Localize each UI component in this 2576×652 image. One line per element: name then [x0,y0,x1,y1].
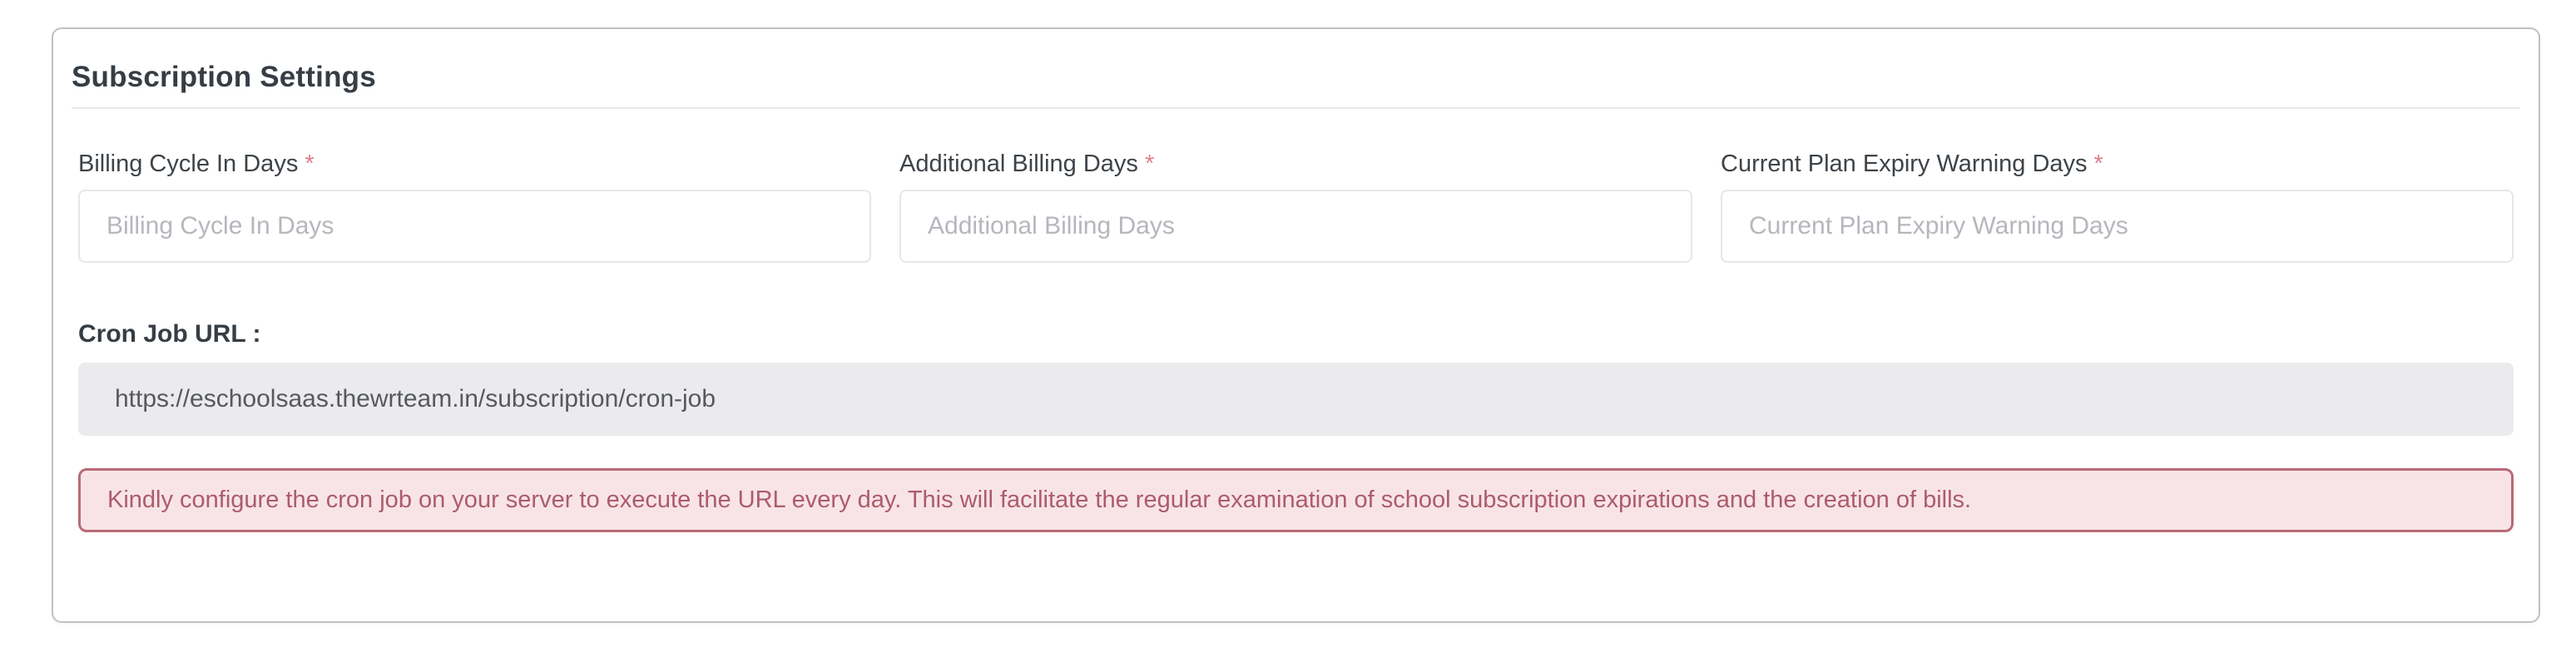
cron-job-url-value: https://eschoolsaas.thewrteam.in/subscription/cron-job [115,385,716,412]
billing-cycle-label [78,150,871,178]
additional-billing-days-input[interactable] [899,190,1692,263]
cron-job-alert [78,468,2514,532]
field-expiry-warning-days [1721,150,2514,263]
cron-job-alert-text: Kindly configure the cron job on your server to execute the URL every day. This will facilitate the regular examination of school subscription expirations and the creation of bills. [107,487,1972,513]
fields-row [78,150,2514,263]
page-title: Subscription Settings [72,61,376,93]
field-additional-billing-days [899,150,1692,263]
title-divider [72,107,2520,109]
subscription-settings-card [52,27,2540,623]
billing-cycle-label-text: Billing Cycle In Days [78,151,299,177]
required-marker: * [2093,151,2103,177]
required-marker: * [305,151,315,177]
additional-billing-days-label [899,150,1692,178]
field-billing-cycle [78,150,871,263]
cron-job-url-box [78,363,2514,436]
required-marker: * [1144,151,1155,177]
subscription-settings-form [72,150,2520,532]
billing-cycle-input[interactable] [78,190,871,263]
expiry-warning-days-label-text: Current Plan Expiry Warning Days [1721,151,2088,177]
cron-job-url-label: Cron Job URL : [78,320,261,348]
additional-billing-days-label-text: Additional Billing Days [899,151,1138,177]
expiry-warning-days-label [1721,150,2514,178]
expiry-warning-days-input[interactable] [1721,190,2514,263]
